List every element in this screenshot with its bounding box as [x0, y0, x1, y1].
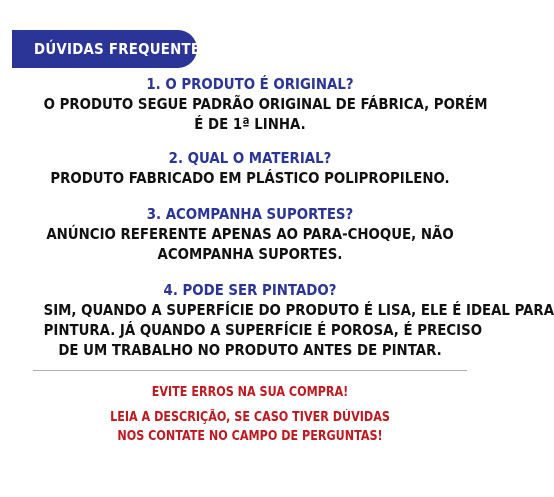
faq-question: 1. O PRODUTO É ORIGINAL? [146, 75, 354, 93]
faq-answer-line: DE UM TRABALHO NO PRODUTO ANTES DE PINTAR. [58, 341, 442, 359]
faq-header-badge [12, 30, 216, 68]
faq-answer-line: PRODUTO FABRICADO EM PLÁSTICO POLIPROPILENO. [50, 169, 450, 187]
warning-line: LEIA A DESCRIÇÃO, SE CASO TIVER DÚVIDAS [110, 410, 390, 425]
faq-question: 4. PODE SER PINTADO? [163, 281, 337, 299]
faq-question: 2. QUAL O MATERIAL? [168, 149, 332, 167]
faq-answer-line: O PRODUTO SEGUE PADRÃO ORIGINAL DE FÁBRICA, PORÉM [43, 95, 488, 113]
faq-answer-line: ANÚNCIO REFERENTE APENAS AO PARA-CHOQUE, NÃO [46, 225, 454, 243]
faq-question: 3. ACOMPANHA SUPORTES? [146, 205, 354, 223]
warning-title: EVITE ERROS NA SUA COMPRA! [151, 385, 349, 400]
faq-item-4 [10, 280, 554, 360]
faq-answer-line: É DE 1ª LINHA. [194, 115, 306, 133]
faq-answer-line: PINTURA. JÁ QUANDO A SUPERFÍCIE É POROSA, É PRECISO [43, 321, 483, 339]
purchase-warning [10, 384, 490, 446]
faq-answer-line: SIM, QUANDO A SUPERFÍCIE DO PRODUTO É LISA, ELE É IDEAL PARA [43, 301, 554, 319]
faq-header-title: DÚVIDAS FREQUENTES: [34, 40, 216, 58]
faq-item-3 [10, 204, 490, 264]
faq-item-2 [10, 148, 490, 188]
faq-answer-line: ACOMPANHA SUPORTES. [157, 245, 343, 263]
faq-item-1 [10, 74, 490, 134]
section-divider [33, 370, 467, 371]
warning-line: NOS CONTATE NO CAMPO DE PERGUNTAS! [117, 429, 383, 444]
